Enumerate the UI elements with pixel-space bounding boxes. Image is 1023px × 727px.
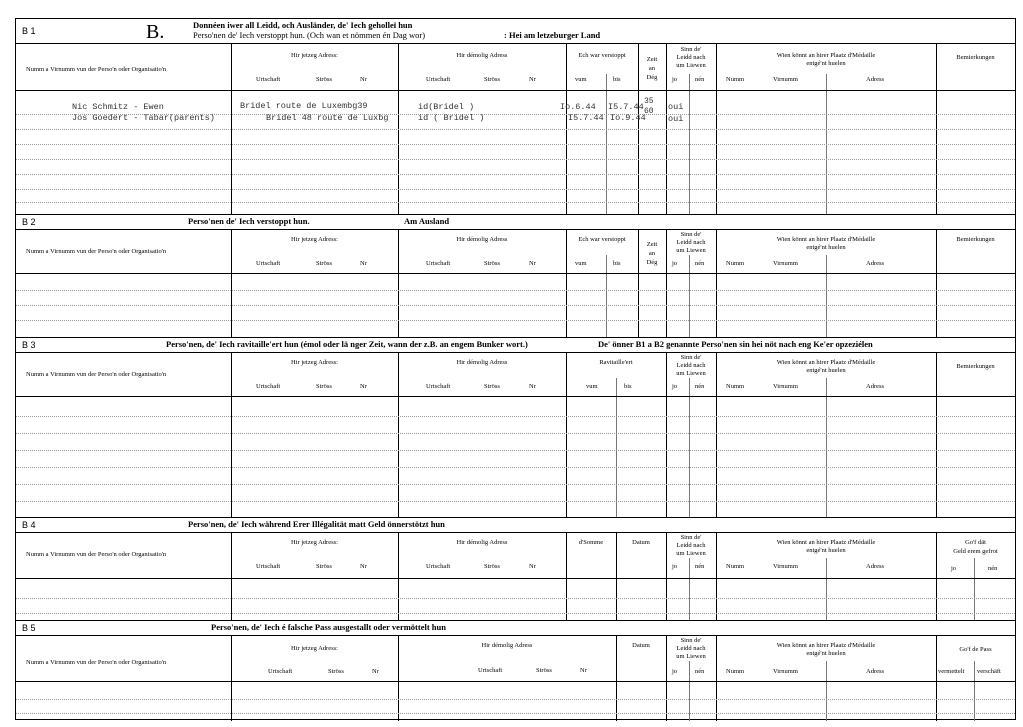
b2-time-3: Dég [646, 259, 658, 266]
b1-current-address: Hir jetzeg Adress: [291, 52, 338, 59]
section-b4-heading: Perso'nen, de' Iech während Erer Illégalität matt Geld önnerstötzt hun [188, 519, 445, 529]
b4-number: Nr [360, 563, 367, 570]
b1-last-name: Numm [726, 76, 745, 83]
b2-number: Nr [360, 260, 367, 267]
b3-from: vum [586, 383, 598, 390]
b3-current-address: Hir jetzeg Adress: [291, 359, 338, 366]
b1-locality: Urtschaft [256, 76, 281, 83]
b1-address: Adress [866, 76, 885, 83]
b5-number: Nr [372, 668, 379, 675]
entry-1-to: I5.7.44 [608, 102, 644, 112]
section-b4-header [16, 518, 1015, 533]
b5-pass: Go'f de Pass [959, 646, 992, 653]
b5-then-address: Hir démolig Adress [481, 642, 533, 649]
b3-to: bis [624, 383, 632, 390]
b2-risk-3: um Liewen [676, 247, 706, 254]
b1-number: Nr [360, 76, 367, 83]
b3-risk-2: Leidd nach [676, 362, 706, 369]
entry-1-days: 35 [644, 97, 654, 106]
b4-risk-2: Leidd nach [676, 542, 706, 549]
b2-last-name: Numm [726, 260, 745, 267]
b1-street-2: Ströss [484, 76, 500, 83]
b2-risk-1: Sinn de' [680, 231, 702, 238]
entry-2-then-address: id ( Bridel ) [418, 113, 485, 123]
b4-money-back-2: Geld erem gefrot [953, 548, 998, 555]
section-b3-note: De' önner B1 a B2 genannte Perso'nen sin hei nöt nach eng Ke'er opzeziélen [598, 339, 873, 349]
b5-risk-3: um Liewen [676, 653, 706, 660]
b2-current-address: Hir jetzeg Adress: [291, 236, 338, 243]
section-b1-label: B 1 [22, 26, 36, 36]
b5-date: Datum [632, 642, 650, 649]
b1-hidden: Ech war verstoppt [578, 52, 626, 59]
b4-locality: Urtschaft [256, 563, 281, 570]
b5-medal-2: entgé'nt huelen [806, 650, 846, 657]
b1-first-name: Virnumm [773, 76, 798, 83]
b3-no: nén [695, 383, 705, 390]
section-b5-header [16, 621, 1015, 636]
b2-no: nén [695, 260, 705, 267]
b2-street: Ströss [316, 260, 332, 267]
section-b4 [16, 517, 1015, 621]
b4-last-name: Numm [726, 563, 745, 570]
b1-time-2: an [648, 65, 656, 72]
entry-2-days: 60 [644, 107, 654, 116]
b1-locality-2: Urtschaft [426, 76, 451, 83]
b2-medal-2: entgé'nt huelen [806, 244, 846, 251]
b4-medal-1: Wien könnt an hirer Plaatz d'Médaille [776, 539, 876, 546]
b1-number-2: Nr [529, 76, 536, 83]
b4-current-address: Hir jetzeg Adress: [291, 539, 338, 546]
b2-then-address: Hir démolig Adress [456, 236, 508, 243]
b5-last-name: Numm [726, 668, 745, 675]
b5-locality: Urtschaft [268, 668, 293, 675]
b2-time-2: an [648, 250, 656, 257]
b5-name-col: Numm a Virnumm vun der Perso'n oder Organisatio'n [26, 659, 167, 666]
section-b1-subheading: Perso'nen de' Iech verstoppt hun. (Och wan et nömmen én Dag wor) [193, 30, 426, 40]
b1-then-address: Hir démolig Adress [456, 52, 508, 59]
section-b3-label: B 3 [22, 340, 36, 350]
b3-first-name: Virnumm [773, 383, 798, 390]
entry-1-from: Io.6.44 [560, 102, 596, 112]
section-b2-heading: Perso'nen de' Iech verstoppt hun. [188, 216, 310, 226]
entry-1-then-address: id(Bridel ) [418, 102, 475, 112]
entry-2-to: Io.9.44 [610, 113, 646, 123]
b2-locality-2: Urtschaft [426, 260, 451, 267]
b5-locality-2: Urtschaft [478, 667, 503, 674]
b2-from: vum [575, 260, 587, 267]
b1-time-1: Zeit [646, 56, 658, 63]
b2-name-col: Numm a Virnumm vun der Perso'n oder Organisatio'n [26, 248, 167, 255]
b1-from: vum [575, 76, 587, 83]
b3-street: Ströss [316, 383, 332, 390]
b4-sum: d'Somme [578, 539, 604, 546]
entry-2-current-address: Bridel 48 route de Luxbg [266, 113, 389, 123]
entry-2-name: Jos Goedert - Tabar(parents) [72, 113, 215, 123]
b4-then-address: Hir démolig Adress [456, 539, 508, 546]
b5-number-2: Nr [580, 667, 587, 674]
entry-1-current-address: Bridel route de Luxembg39 [240, 101, 368, 111]
b1-name-col: Numm a Virnumm vun der Perso'n oder Organisatio'n [26, 66, 167, 73]
b2-hidden: Ech war verstoppt [578, 236, 626, 243]
b3-address: Adress [866, 383, 885, 390]
b5-no: nén [695, 668, 705, 675]
b3-medal-2: entgé'nt huelen [806, 367, 846, 374]
b1-remarks: Bemierkungen [956, 54, 995, 61]
form-frame [15, 18, 1016, 720]
b4-name-col: Numm a Virnumm vun der Perso'n oder Organisatio'n [26, 551, 167, 558]
b3-supplied: Ravitaille'ert [599, 359, 633, 366]
b4-no-2: nén [988, 565, 998, 572]
b2-remarks: Bemierkungen [956, 236, 995, 243]
b5-pass-forged: verschäft [977, 668, 1001, 675]
b1-risk-3: um Liewen [676, 62, 706, 69]
section-b2-label: B 2 [22, 217, 36, 227]
b3-number: Nr [360, 383, 367, 390]
section-b5 [16, 620, 1015, 721]
b4-yes: jo [672, 563, 678, 570]
b1-to: bis [613, 76, 621, 83]
b4-date: Datum [632, 539, 650, 546]
form-letter: B. [146, 21, 165, 43]
b5-street-2: Ströss [536, 667, 552, 674]
b2-yes: jo [672, 260, 678, 267]
b5-medal-1: Wien könnt an hirer Plaatz d'Médaille [776, 642, 876, 649]
b1-medal-2: entgé'nt huelen [806, 60, 846, 67]
section-b3 [16, 337, 1015, 518]
b2-first-name: Virnumm [773, 260, 798, 267]
section-b3-heading: Perso'nen, de' Iech ravitaille'ert hun (émol oder lä nger Zeit, wann der z.B. an engem Bunker wort.) [166, 339, 528, 349]
b2-address: Adress [866, 260, 885, 267]
b4-address: Adress [866, 563, 885, 570]
section-b5-label: B 5 [22, 623, 36, 633]
b3-street-2: Ströss [484, 383, 500, 390]
section-b5-heading: Perso'nen, de' Iech é falsche Pass ausgestallt oder vermöttelt hun [211, 622, 446, 632]
b1-risk-1: Sinn de' [680, 46, 702, 53]
section-b2-header [16, 215, 1015, 230]
b2-street-2: Ströss [484, 260, 500, 267]
entry-1-risk: oui [668, 102, 684, 112]
b4-yes-2: jo [951, 565, 957, 572]
entry-1-name: Nic Schmitz - Ewen [72, 102, 164, 112]
b5-address: Adress [866, 668, 885, 675]
entry-2-from: I5.7.44 [568, 113, 604, 123]
section-b1 [16, 19, 1015, 214]
b2-to: bis [613, 260, 621, 267]
section-b2 [16, 214, 1015, 338]
b3-name-col: Numm a Virnumm vun der Perso'n oder Organisatio'n [26, 371, 167, 378]
b1-street: Ströss [316, 76, 332, 83]
section-b1-heading: Donnéen iwer all Leidd, och Ausländer, de' Iech geholleï hun [193, 20, 413, 30]
b2-locality: Urtschaft [256, 260, 281, 267]
b5-pass-issued: vermettelt [938, 668, 965, 675]
entry-2-risk: oui [668, 114, 684, 124]
b2-medal-1: Wien könnt an hirer Plaatz d'Médaille [776, 236, 876, 243]
b5-street: Ströss [328, 668, 344, 675]
b2-number-2: Nr [529, 260, 536, 267]
b5-first-name: Virnumm [773, 668, 798, 675]
b1-no: nén [695, 76, 705, 83]
b3-medal-1: Wien könnt an hirer Plaatz d'Médaille [776, 359, 876, 366]
b3-locality: Urtschaft [256, 383, 281, 390]
b4-street: Ströss [316, 563, 332, 570]
b3-risk-1: Sinn de' [680, 354, 702, 361]
b2-risk-2: Leidd nach [676, 239, 706, 246]
b3-remarks: Bemierkungen [956, 363, 995, 370]
b1-time-3: Dég [646, 74, 658, 81]
b4-first-name: Virnumm [773, 563, 798, 570]
b3-last-name: Numm [726, 383, 745, 390]
b5-yes: jo [672, 668, 678, 675]
b3-then-address: Hir démolig Adress [456, 359, 508, 366]
b4-medal-2: entgé'nt huelen [806, 547, 846, 554]
b1-medal-1: Wien könnt an hirer Plaatz d'Médaille [776, 52, 876, 59]
b5-current-address: Hir jetzeg Adress: [291, 645, 338, 652]
b5-risk-1: Sinn de' [680, 637, 702, 644]
b4-number-2: Nr [529, 563, 536, 570]
section-b4-label: B 4 [22, 520, 36, 530]
section-b1-location: : Hei am letzeburger Land [504, 30, 601, 40]
b3-locality-2: Urtschaft [426, 383, 451, 390]
b3-yes: jo [672, 383, 678, 390]
b4-street-2: Ströss [484, 563, 500, 570]
b4-risk-1: Sinn de' [680, 534, 702, 541]
b5-risk-2: Leidd nach [676, 645, 706, 652]
section-b2-location: Am Ausland [404, 216, 450, 226]
b3-number-2: Nr [529, 383, 536, 390]
b3-risk-3: um Liewen [676, 370, 706, 377]
b4-risk-3: um Liewen [676, 550, 706, 557]
b4-no: nén [695, 563, 705, 570]
b4-locality-2: Urtschaft [426, 563, 451, 570]
b1-yes: jo [672, 76, 678, 83]
b1-risk-2: Leidd nach [676, 54, 706, 61]
b2-time-1: Zeit [646, 241, 658, 248]
b4-money-back-1: Go'f dät [965, 539, 986, 546]
